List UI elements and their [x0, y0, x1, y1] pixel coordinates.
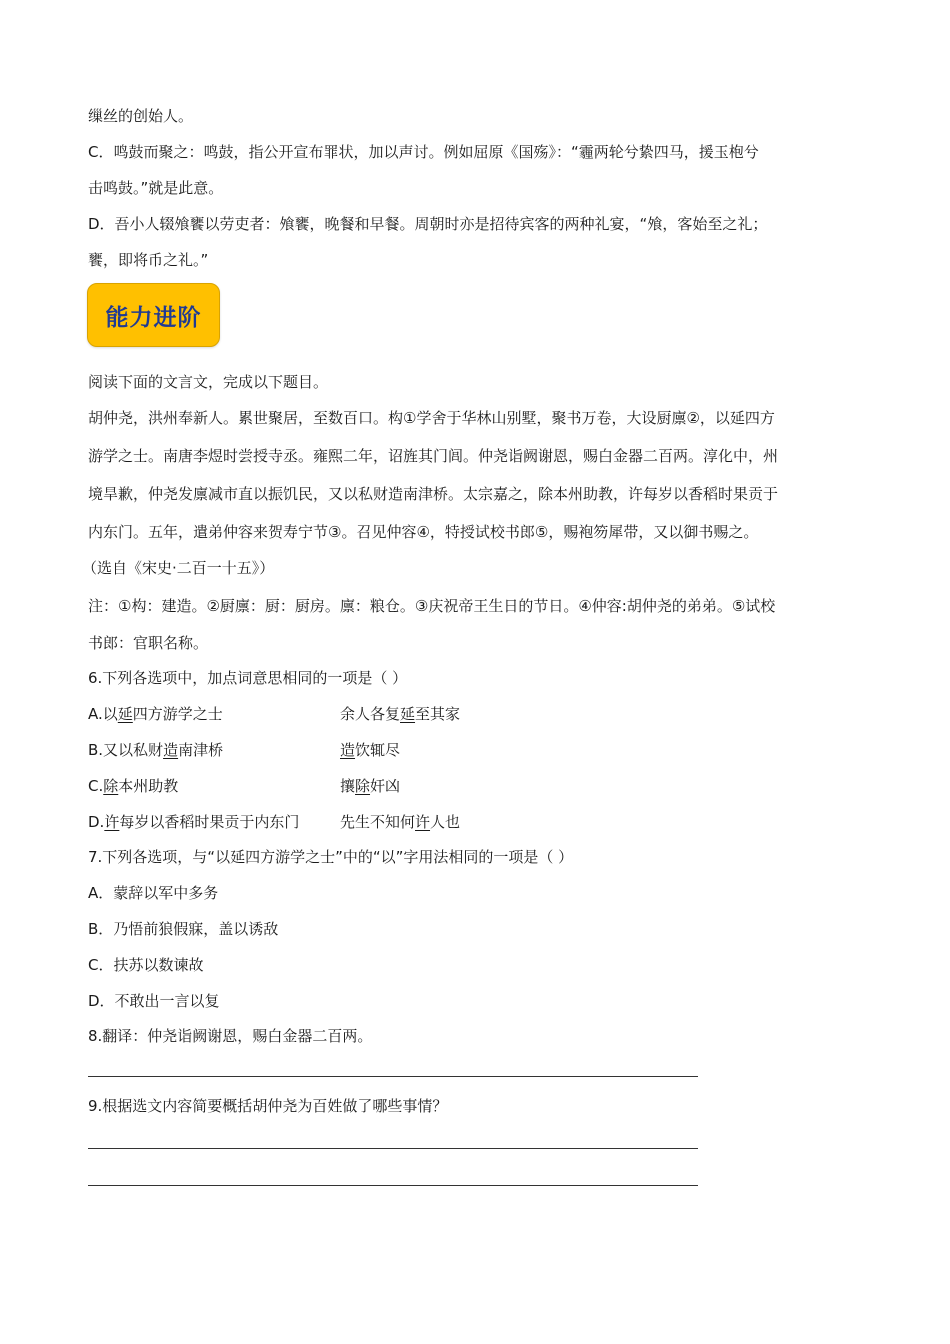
prev-answer-tail: 缫丝的创始人。	[88, 107, 194, 125]
q9-answer-line-2	[88, 1185, 698, 1186]
q6-option-d-key: 许	[104, 813, 120, 831]
passage-source: （选自《宋史·二百一十五》）	[82, 559, 275, 577]
passage-line-3: 境旱歉，仲尧发廪减市直以振饥民，又以私财造南津桥。太宗嘉之，除本州助教，许每岁以香稻时果贡于	[88, 485, 779, 503]
q9-answer-line-1	[88, 1148, 698, 1149]
q6-option-c-right: 攘除奸凶	[340, 777, 401, 795]
prev-option-d-line1: D．吾小人辍飧饔以劳吏者：飧饔，晚餐和早餐。周朝时亦是招待宾客的两种礼宴，“飧，客始至之礼；	[88, 215, 768, 233]
q6-option-c-left: C.除本州助教	[88, 777, 179, 795]
q6-option-a-key: 延	[117, 705, 133, 723]
question-7-stem: 7.下列各选项，与“以延四方游学之士”中的“以”字用法相同的一项是（ ）	[88, 848, 574, 866]
q8-answer-line	[88, 1076, 698, 1077]
prev-option-c-line1: C．鸣鼓而聚之：鸣鼓，指公开宣布罪状，加以声讨。例如屈原《国殇》：“霾两轮兮絷四马，援玉枹兮	[88, 143, 759, 161]
q7-option-a: A．蒙辞以军中多务	[88, 884, 219, 902]
q6-option-d-right: 先生不知何许人也	[340, 813, 461, 831]
passage-line-4: 内东门。五年，遣弟仲容来贺寿宁节③。召见仲容④，特授试校书郎⑤，赐袍笏犀带，又以御书赐之。	[88, 523, 759, 541]
q6-option-b-key: 造	[163, 741, 179, 759]
reading-instruction: 阅读下面的文言文，完成以下题目。	[88, 373, 329, 391]
q6-option-a-left: A.以延四方游学之士	[88, 705, 223, 723]
q7-option-d: D．不敢出一言以复	[88, 992, 220, 1010]
question-9-stem: 9.根据选文内容简要概括胡仲尧为百姓做了哪些事情？	[88, 1097, 448, 1115]
q6-option-b-left: B.又以私财造南津桥	[88, 741, 224, 759]
q7-option-b: B．乃悟前狼假寐，盖以诱敌	[88, 920, 279, 938]
notes-line-2: 书郎：官职名称。	[88, 634, 209, 652]
q6-option-c-key: 除	[103, 777, 119, 795]
question-6-stem: 6.下列各选项中，加点词意思相同的一项是（ ）	[88, 669, 408, 687]
section-badge	[87, 283, 220, 347]
section-badge-label: 能力进阶	[105, 304, 202, 331]
q6-option-d-left: D.许每岁以香稻时果贡于内东门	[88, 813, 300, 831]
question-8-stem: 8.翻译：仲尧诣阙谢恩，赐白金器二百两。	[88, 1027, 373, 1045]
q6-option-b-right: 造饮辄尽	[340, 741, 401, 759]
prev-option-c-line2: 击鸣鼓。”就是此意。	[88, 179, 224, 197]
q6-option-a-right: 余人各复延至其家	[340, 705, 461, 723]
passage-line-2: 游学之士。南唐李煜时尝授寺丞。雍熙二年，诏旌其门闾。仲尧诣阙谢恩，赐白金器二百两。淳化中，州	[88, 447, 779, 465]
passage-line-1: 胡仲尧，洪州奉新人。累世聚居，至数百口。构①学舍于华林山别墅，聚书万卷，大设厨廪②，以延四方	[88, 409, 775, 427]
q7-option-c: C．扶苏以数谏故	[88, 956, 204, 974]
notes-line-1: 注：①构：建造。②厨廪：厨：厨房。廪：粮仓。③庆祝帝王生日的节日。④仲容:胡仲尧的弟弟。⑤试校	[88, 597, 776, 615]
prev-option-d-line2: 饔，即将币之礼。”	[88, 251, 209, 269]
